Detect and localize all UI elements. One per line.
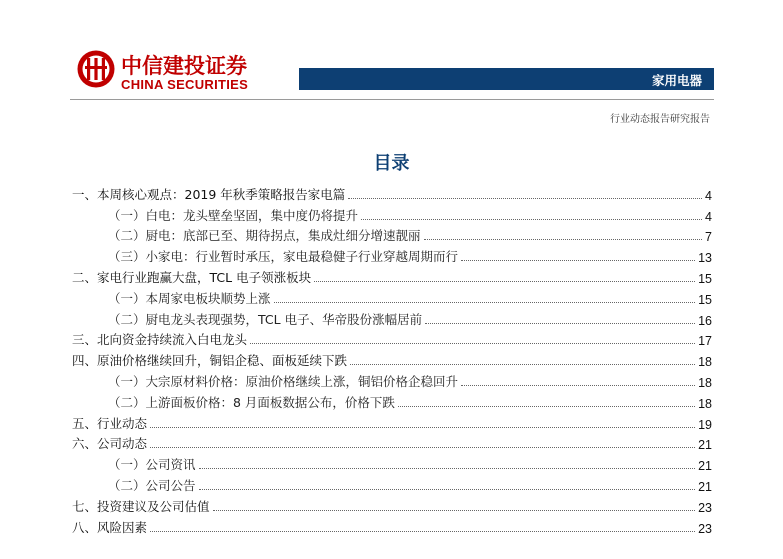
toc-entry-page: 21 [698, 438, 712, 453]
toc-entry[interactable] [72, 328, 712, 349]
toc-entry-page: 16 [698, 313, 712, 328]
toc-entry-title: （二）公司公告 [108, 477, 196, 493]
toc-entry-title: 四、原油价格继续回升，铜铝企稳、面板延续下跌 [72, 353, 348, 369]
toc-leader-dots [150, 427, 695, 428]
toc-entry-page: 4 [705, 209, 712, 224]
toc-entry-page: 23 [698, 521, 712, 536]
toc-entry-title: 六、公司动态 [72, 436, 148, 452]
toc-entry-title: （一）公司资讯 [108, 457, 196, 473]
toc-leader-dots [150, 447, 695, 448]
toc-entry-title: 二、家电行业跑赢大盘，TCL 电子领涨板块 [72, 269, 312, 285]
toc-entry-page: 15 [698, 271, 712, 286]
toc-entry[interactable] [72, 390, 712, 411]
category-label: 家用电器 [651, 73, 702, 88]
toc-entry[interactable] [72, 452, 712, 473]
toc-entry-title: （三）小家电：行业暂时承压，家电最稳健子行业穿越周期而行 [108, 249, 459, 265]
toc-leader-dots [274, 302, 696, 303]
toc-leader-dots [398, 406, 695, 407]
toc-entry[interactable] [72, 224, 712, 245]
toc-entry-title: 一、本周核心观点：2019 年秋季策略报告家电篇 [72, 186, 346, 202]
toc-entry-page: 19 [698, 417, 712, 432]
toc-entry[interactable] [72, 369, 712, 390]
toc-entry-page: 4 [705, 188, 712, 203]
toc-entry-title: （一）白电：龙头壁垒坚固，集中度仍将提升 [108, 207, 359, 223]
toc-leader-dots [461, 260, 695, 261]
category-banner [299, 68, 714, 90]
toc-entry[interactable] [72, 348, 712, 369]
toc-entry[interactable] [72, 244, 712, 265]
china-securities-logo-icon [76, 49, 116, 89]
report-type-label: 行业动态报告研究报告 [610, 114, 710, 125]
toc-leader-dots [350, 364, 695, 365]
toc-entry-page: 18 [698, 355, 712, 370]
toc-entry[interactable] [72, 494, 712, 515]
toc-entry[interactable] [72, 182, 712, 203]
toc-entry[interactable] [72, 411, 712, 432]
toc-entry[interactable] [72, 286, 712, 307]
toc-title: 目录 [373, 153, 410, 174]
brand-name-en: CHINA SECURITIES [121, 77, 249, 92]
toc-entry[interactable] [72, 203, 712, 224]
toc-entry-page: 13 [698, 251, 712, 266]
toc-entry-title: （一）本周家电板块顺势上涨 [108, 290, 271, 306]
toc-entry[interactable] [72, 265, 712, 286]
toc-entry-page: 18 [698, 375, 712, 390]
toc-entry-page: 7 [705, 230, 712, 245]
brand-name-cn: 中信建投证券 [121, 54, 247, 78]
toc-entry[interactable] [72, 515, 712, 536]
toc-leader-dots [314, 281, 695, 282]
toc-leader-dots [424, 239, 703, 240]
toc-entry-page: 23 [698, 500, 712, 515]
toc-entry[interactable] [72, 432, 712, 453]
toc-entry-title: 七、投资建议及公司估值 [72, 498, 210, 514]
toc-entry-title: （二）厨电龙头表现强势，TCL 电子、华帝股份涨幅居前 [108, 311, 423, 327]
header-divider [70, 99, 714, 100]
toc-entry-page: 18 [698, 396, 712, 411]
toc-leader-dots [348, 198, 702, 199]
toc-entry-title: 八、风险因素 [72, 519, 148, 535]
toc-entry-title: （一）大宗原材料价格：原油价格继续上涨，铜铝价格企稳回升 [108, 373, 459, 389]
toc-leader-dots [199, 489, 696, 490]
toc-leader-dots [213, 510, 696, 511]
toc-entry-title: 五、行业动态 [72, 415, 148, 431]
toc-leader-dots [461, 385, 695, 386]
toc-leader-dots [199, 468, 696, 469]
toc-entry-page: 21 [698, 459, 712, 474]
toc-entry-page: 15 [698, 292, 712, 307]
toc-entry-title: （二）厨电：底部已至、期待拐点，集成灶细分增速靓丽 [108, 228, 421, 244]
toc-entry-page: 17 [698, 334, 712, 349]
table-of-contents [72, 182, 712, 536]
toc-entry-page: 21 [698, 479, 712, 494]
toc-leader-dots [150, 531, 695, 532]
toc-entry-title: （二）上游面板价格：8 月面板数据公布，价格下跌 [108, 394, 395, 410]
toc-entry[interactable] [72, 307, 712, 328]
toc-entry[interactable] [72, 473, 712, 494]
toc-leader-dots [250, 343, 695, 344]
toc-leader-dots [425, 323, 695, 324]
toc-entry-title: 三、北向资金持续流入白电龙头 [72, 332, 248, 348]
toc-leader-dots [361, 219, 702, 220]
